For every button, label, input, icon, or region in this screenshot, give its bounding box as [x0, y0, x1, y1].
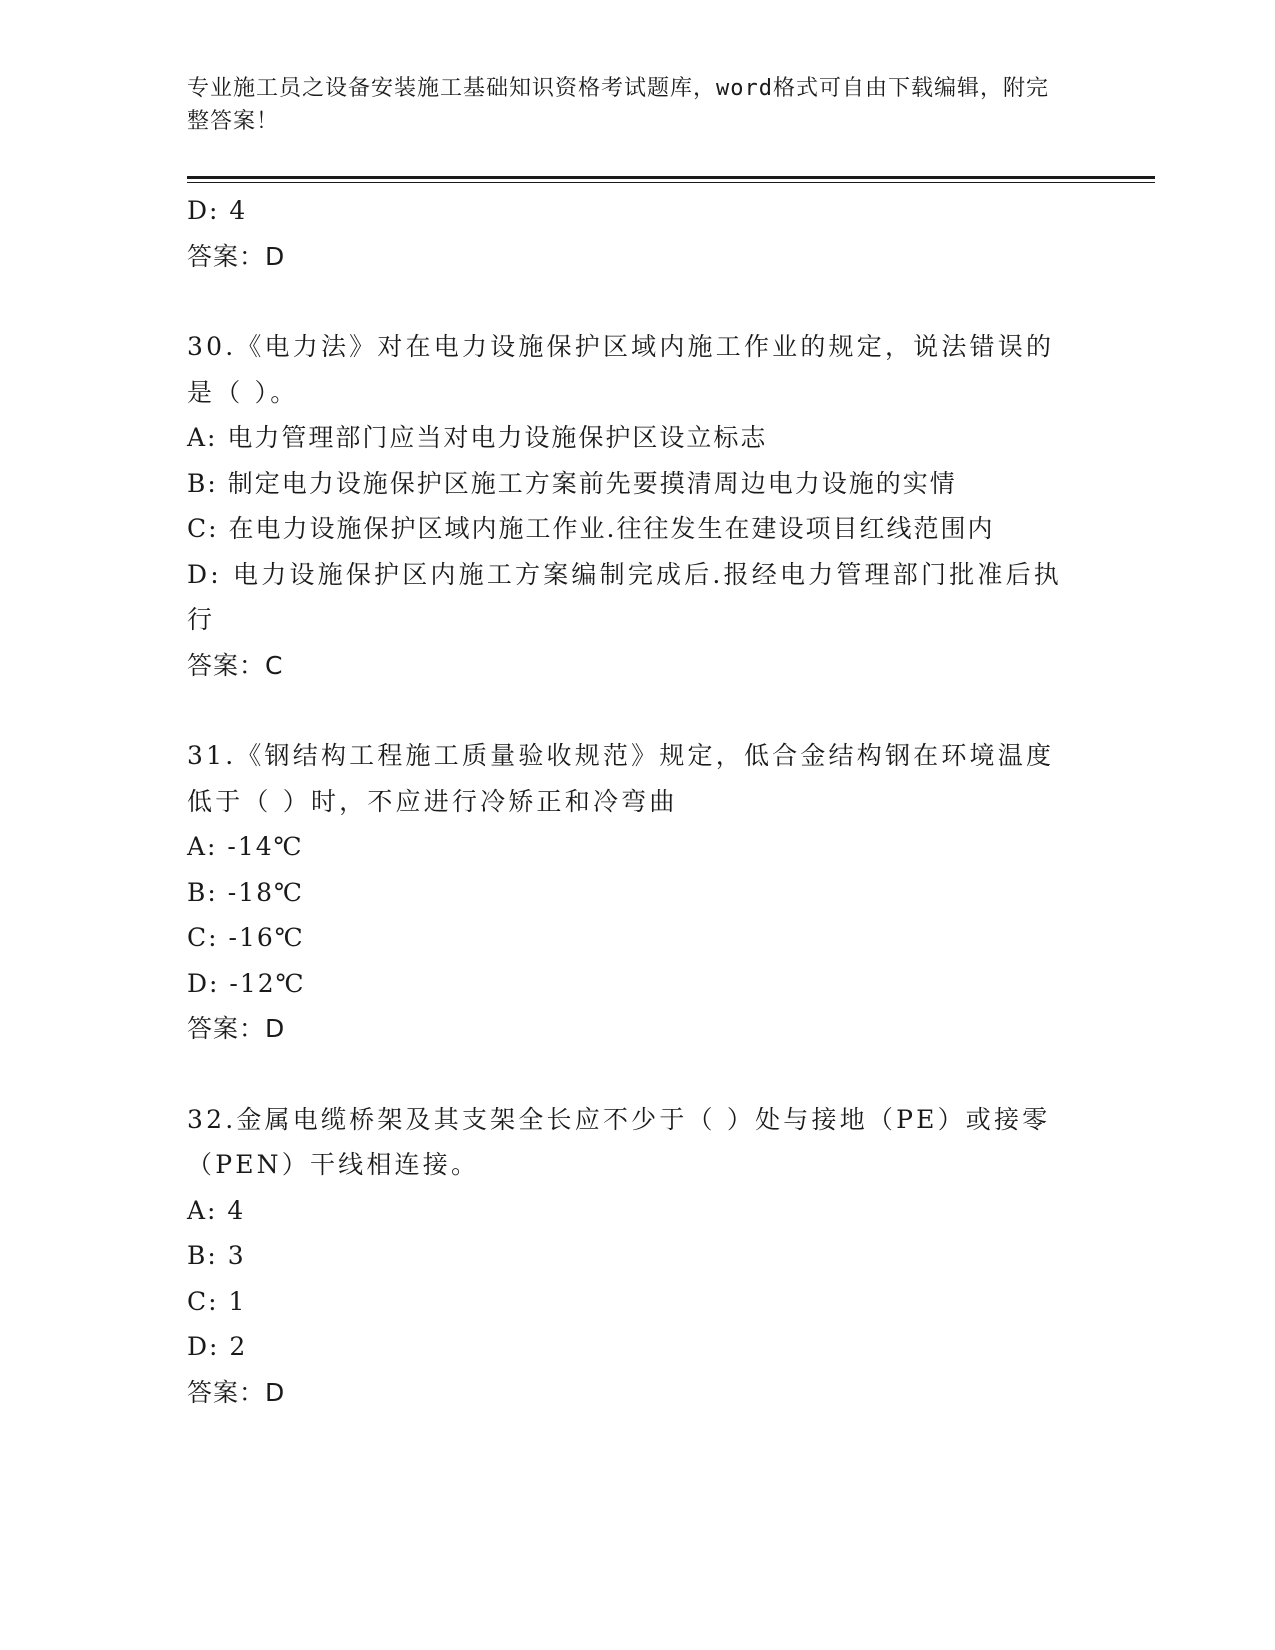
- question-stem: 31.《钢结构工程施工质量验收规范》规定，低合金结构钢在环境温度低于（ ）时，不应进行冷矫正和冷弯曲: [187, 741, 1055, 816]
- answer-line: 答案：D: [187, 1377, 286, 1407]
- option-d: D: 电力设施保护区内施工方案编制完成后.报经电力管理部门批准后执行: [187, 559, 1062, 634]
- question-32: [187, 1097, 1067, 1416]
- question-content: [187, 188, 1067, 1415]
- spacer: [187, 1052, 1067, 1097]
- option-a: A: 电力管理部门应当对电力设施保护区设立标志: [187, 423, 768, 452]
- carryover-block: [187, 188, 1067, 279]
- header-rule-thin: [187, 182, 1155, 183]
- option-c: C: -16℃: [187, 923, 305, 952]
- option-d: D: 2: [187, 1332, 248, 1361]
- spacer: [187, 688, 1067, 733]
- answer-line: 答案：D: [187, 241, 286, 271]
- option-b: B: -18℃: [187, 877, 304, 907]
- question-stem: 32.金属电缆桥架及其支架全长应不少于（ ）处与接地（PE）或接零（PEN）干线相连接。: [187, 1104, 1051, 1179]
- option-a: A: -14℃: [187, 832, 304, 861]
- option-a: A: 4: [187, 1195, 246, 1225]
- option-b: B: 制定电力设施保护区施工方案前先要摸清周边电力设施的实情: [187, 468, 957, 498]
- question-31: [187, 733, 1067, 1052]
- document-header: 专业施工员之设备安装施工基础知识资格考试题库，word格式可自由下载编辑，附完整答案！: [187, 76, 1049, 134]
- answer-line: 答案：D: [187, 1014, 286, 1043]
- header-rule-thick: [187, 176, 1155, 179]
- question-stem: 30.《电力法》对在电力设施保护区域内施工作业的规定，说法错误的是（ ）。: [187, 332, 1055, 407]
- option-d: D: -12℃: [187, 968, 306, 998]
- answer-line: 答案：C: [187, 650, 284, 680]
- option-c: C: 1: [187, 1286, 247, 1316]
- option-b: B: 3: [187, 1241, 246, 1270]
- question-30: [187, 324, 1067, 688]
- option-d: D: 4: [187, 196, 248, 225]
- spacer: [187, 279, 1067, 324]
- option-c: C: 在电力设施保护区域内施工作业.往往发生在建设项目红线范围内: [187, 514, 995, 543]
